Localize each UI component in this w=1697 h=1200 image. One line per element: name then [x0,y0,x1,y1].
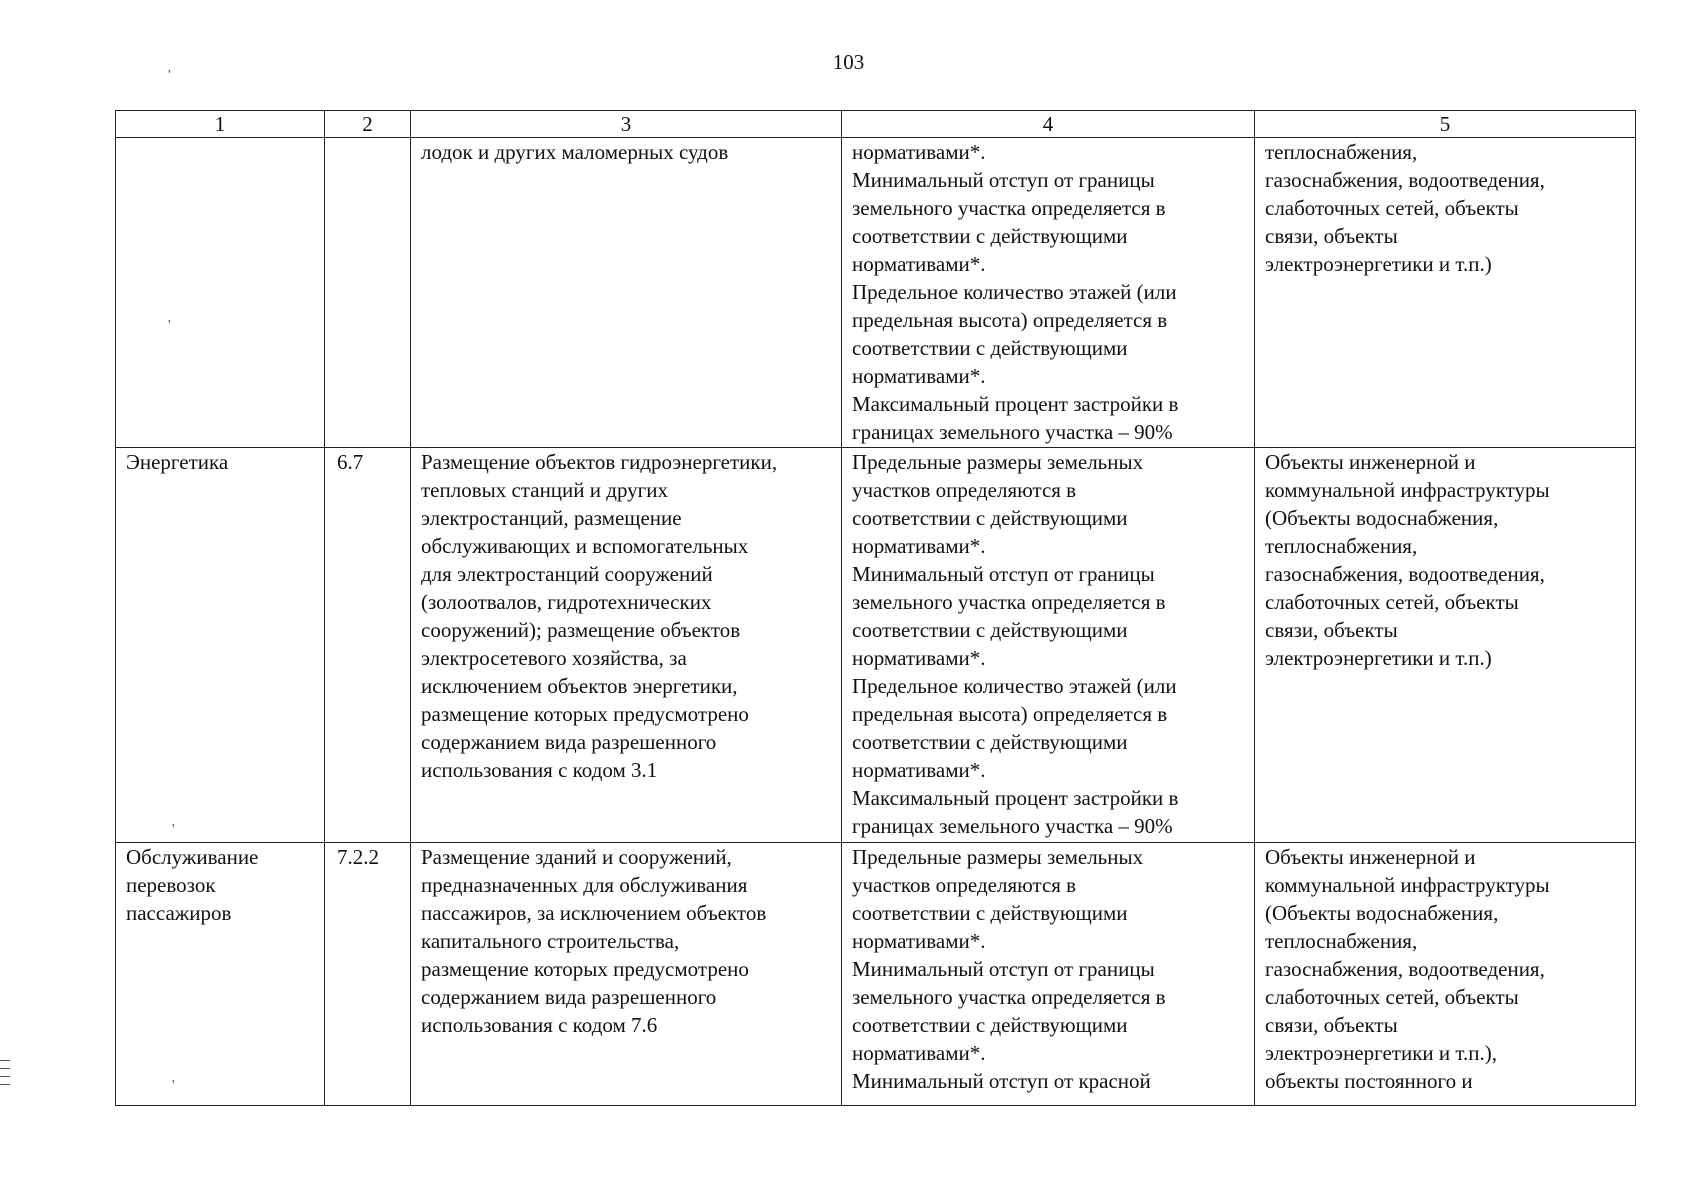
parameter-line: Максимальный процент застройки в [852,392,1179,416]
use-type-code: 6.7 [325,448,411,843]
infrastructure-line: (Объекты водоснабжения, [1265,901,1499,925]
use-type-description [411,448,842,843]
parameter-line: нормативами*. [852,534,986,558]
parameter-line: Минимальный отступ от границы [852,168,1155,192]
parameter-line: соответствии с действующими [852,901,1128,925]
infrastructure-line: объекты постоянного и [1265,1069,1473,1093]
parameter-line: соответствии с действующими [852,730,1128,754]
description-line: предназначенных для обслуживания [421,873,748,897]
parameters-cell [842,843,1255,1106]
scan-speck: ' [168,318,171,333]
parameter-line: границах земельного участка – 90% [852,420,1173,444]
description-line: лодок и других маломерных судов [421,140,729,164]
scan-speck: ' [172,1078,175,1093]
infrastructure-line: электроэнергетики и т.п.), [1265,1041,1497,1065]
use-type-description [411,138,842,448]
infrastructure-line: (Объекты водоснабжения, [1265,506,1499,530]
parameter-line: нормативами*. [852,646,986,670]
table-row [116,843,1636,1106]
infrastructure-line: электроэнергетики и т.п.) [1265,646,1492,670]
scan-edge-mark [0,1068,10,1069]
description-line: (золоотвалов, гидротехнических [421,590,712,614]
parameter-line: нормативами*. [852,1041,986,1065]
description-line: обслуживающих и вспомогательных [421,534,749,558]
infrastructure-line: теплоснабжения, [1265,140,1418,164]
parameter-line: соответствии с действующими [852,224,1128,248]
description-line: электростанций, размещение [421,506,682,530]
parameter-line: нормативами*. [852,929,986,953]
zoning-table [115,110,1636,1106]
parameter-line: предельная высота) определяется в [852,702,1168,726]
infrastructure-line: теплоснабжения, [1265,534,1418,558]
parameter-line: земельного участка определяется в [852,196,1166,220]
description-line: использования с кодом 3.1 [421,758,658,782]
column-header: 3 [411,111,842,138]
infrastructure-cell [1255,138,1636,448]
infrastructure-cell [1255,843,1636,1106]
parameter-line: границах земельного участка – 90% [852,814,1173,838]
infrastructure-line: коммунальной инфраструктуры [1265,873,1550,897]
parameter-line: нормативами*. [852,758,986,782]
parameters-cell [842,138,1255,448]
parameter-line: Предельные размеры земельных [852,450,1144,474]
infrastructure-line: электроэнергетики и т.п.) [1265,252,1492,276]
infrastructure-line: газоснабжения, водоотведения, [1265,168,1545,192]
table-row [116,448,1636,843]
infrastructure-line: газоснабжения, водоотведения, [1265,957,1545,981]
column-header: 1 [116,111,325,138]
scan-edge-mark [0,1076,10,1077]
description-line: капитального строительства, [421,929,680,953]
scan-speck: ' [172,822,175,837]
infrastructure-line: газоснабжения, водоотведения, [1265,562,1545,586]
parameter-line: земельного участка определяется в [852,590,1166,614]
description-line: тепловых станций и других [421,478,669,502]
infrastructure-line: слаботочных сетей, объекты [1265,196,1519,220]
parameter-line: соответствии с действующими [852,336,1128,360]
parameter-line: Предельное количество этажей (или [852,674,1177,698]
infrastructure-line: Объекты инженерной и [1265,450,1476,474]
scan-speck: ' [168,68,171,83]
description-line: размещение которых предусмотрено [421,957,749,981]
page-number: 103 [832,50,865,74]
infrastructure-line: слаботочных сетей, объекты [1265,590,1519,614]
parameter-line: соответствии с действующими [852,1013,1128,1037]
parameters-cell [842,448,1255,843]
column-header: 2 [325,111,411,138]
scan-edge-mark [0,1060,10,1061]
use-type-name [116,138,325,448]
parameter-line: земельного участка определяется в [852,985,1166,1009]
parameter-line: участков определяются в [852,873,1077,897]
parameter-line: участков определяются в [852,478,1077,502]
use-type-name: Энергетика [116,448,325,843]
infrastructure-line: теплоснабжения, [1265,929,1418,953]
description-line: для электростанций сооружений [421,562,713,586]
parameter-line: Минимальный отступ от красной [852,1069,1151,1093]
description-line: размещение которых предусмотрено [421,702,749,726]
parameter-line: нормативами*. [852,140,986,164]
column-header: 4 [842,111,1255,138]
parameter-line: нормативами*. [852,364,986,388]
parameter-line: Минимальный отступ от границы [852,957,1155,981]
table-header-row [116,111,1636,138]
description-line: пассажиров, за исключением объектов [421,901,767,925]
scan-edge-mark [0,1084,10,1085]
description-line: исключением объектов энергетики, [421,674,738,698]
description-line: использования с кодом 7.6 [421,1013,658,1037]
parameter-line: Предельные размеры земельных [852,845,1144,869]
infrastructure-cell [1255,448,1636,843]
infrastructure-line: связи, объекты [1265,224,1398,248]
parameter-line: Предельное количество этажей (или [852,280,1177,304]
description-line: содержанием вида разрешенного [421,985,717,1009]
description-line: содержанием вида разрешенного [421,730,717,754]
parameter-line: соответствии с действующими [852,618,1128,642]
infrastructure-line: Объекты инженерной и [1265,845,1476,869]
use-type-description [411,843,842,1106]
parameter-line: Минимальный отступ от границы [852,562,1155,586]
column-header: 5 [1255,111,1636,138]
parameter-line: Максимальный процент застройки в [852,786,1179,810]
description-line: электросетевого хозяйства, за [421,646,687,670]
use-type-name: Обслуживание перевозок пассажиров [116,843,325,1106]
parameter-line: нормативами*. [852,252,986,276]
description-line: Размещение зданий и сооружений, [421,845,732,869]
infrastructure-line: коммунальной инфраструктуры [1265,478,1550,502]
infrastructure-line: связи, объекты [1265,618,1398,642]
parameter-line: соответствии с действующими [852,506,1128,530]
description-line: Размещение объектов гидроэнергетики, [421,450,778,474]
infrastructure-line: связи, объекты [1265,1013,1398,1037]
infrastructure-line: слаботочных сетей, объекты [1265,985,1519,1009]
description-line: сооружений); размещение объектов [421,618,741,642]
use-type-code [325,138,411,448]
table-row [116,138,1636,448]
parameter-line: предельная высота) определяется в [852,308,1168,332]
use-type-code: 7.2.2 [325,843,411,1106]
